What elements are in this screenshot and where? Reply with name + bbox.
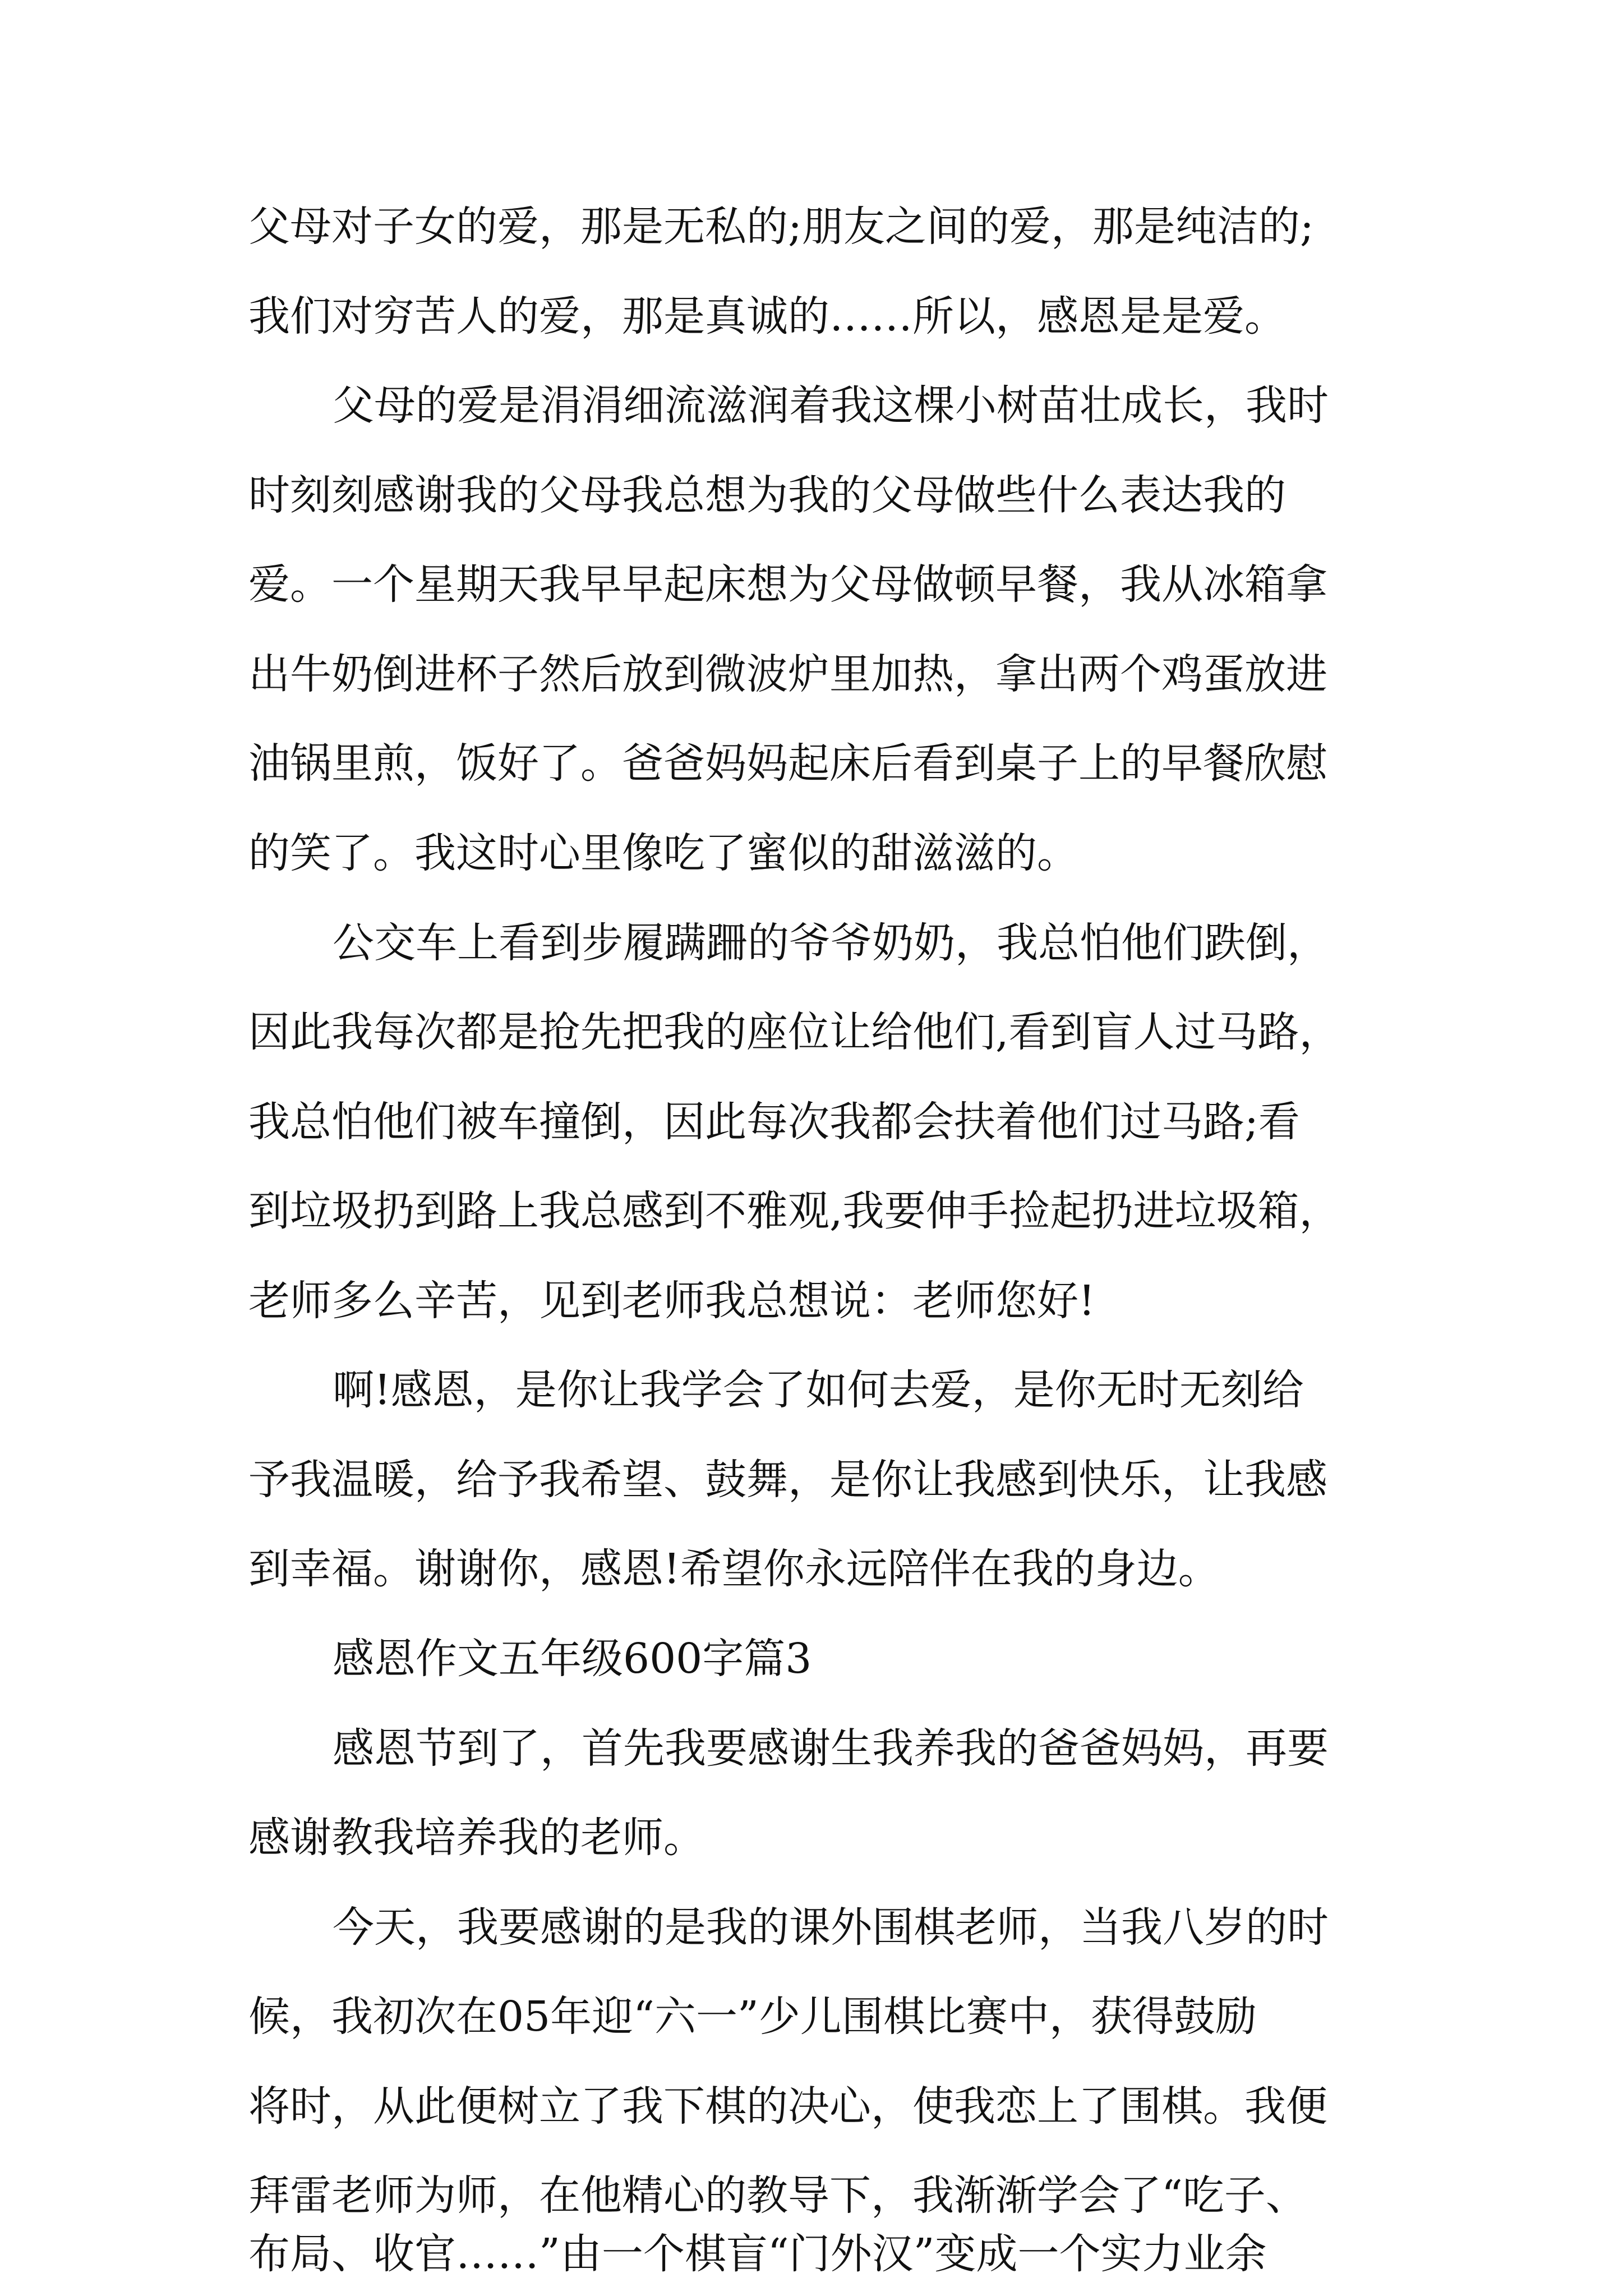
text-line: 爱。一个星期天我早早起床想为父母做顿早餐，我从冰箱拿 bbox=[248, 560, 1327, 609]
text-line: 因此我每次都是抢先把我的座位让给他们,看到盲人过马路， bbox=[248, 1008, 1341, 1056]
text-line: 老师多么辛苦，见到老师我总想说：老师您好! bbox=[248, 1277, 1095, 1325]
text-line: 的笑了。我这时心里像吃了蜜似的甜滋滋的。 bbox=[248, 829, 1078, 877]
text-line: 油锅里煎，饭好了。爸爸妈妈起床后看到桌子上的早餐欣慰 bbox=[248, 739, 1327, 788]
text-line: 布局、收官……”由一个棋盲“门外汉”变成一个实力业余 bbox=[248, 2230, 1267, 2278]
text-line: 时刻刻感谢我的父母我总想为我的父母做些什么表达我的 bbox=[248, 471, 1286, 519]
text-line: 将时，从此便树立了我下棋的决心，使我恋上了围棋。我便 bbox=[248, 2082, 1327, 2131]
text-line: 公交车上看到步履蹒跚的爷爷奶奶，我总怕他们跌倒， bbox=[333, 919, 1329, 967]
text-line: 我总怕他们被车撞倒，因此每次我都会扶着他们过马路;看 bbox=[248, 1098, 1300, 1146]
text-line: 我们对穷苦人的爱，那是真诚的……所以，感恩是是爱。 bbox=[248, 292, 1286, 341]
text-line: 拜雷老师为师，在他精心的教导下，我渐渐学会了“吃子、 bbox=[248, 2171, 1307, 2220]
text-line: 予我温暖，给予我希望、鼓舞，是你让我感到快乐，让我感 bbox=[248, 1456, 1327, 1504]
text-line: 感谢教我培养我的老师。 bbox=[248, 1814, 705, 1862]
section-heading: 感恩作文五年级600字篇3 bbox=[333, 1635, 812, 1683]
text-line: 感恩节到了，首先我要感谢生我养我的爸爸妈妈，再要 bbox=[333, 1724, 1329, 1773]
text-line: 到幸福。谢谢你，感恩!希望你永远陪伴在我的身边。 bbox=[248, 1545, 1220, 1593]
text-line: 今天，我要感谢的是我的课外围棋老师，当我八岁的时 bbox=[333, 1903, 1329, 1952]
text-line: 父母的爱是涓涓细流滋润着我这棵小树苗壮成长，我时 bbox=[333, 381, 1329, 430]
text-line: 到垃圾扔到路上我总感到不雅观,我要伸手捡起扔进垃圾箱， bbox=[248, 1187, 1341, 1235]
text-line: 出牛奶倒进杯子然后放到微波炉里加热，拿出两个鸡蛋放进 bbox=[248, 650, 1327, 698]
text-line: 父母对子女的爱，那是无私的;朋友之间的爱，那是纯洁的; bbox=[248, 203, 1314, 251]
text-line: 候，我初次在05年迎“六一”少儿围棋比赛中，获得鼓励 bbox=[248, 1993, 1257, 2041]
text-line: 啊!感恩，是你让我学会了如何去爱，是你无时无刻给 bbox=[333, 1366, 1304, 1414]
